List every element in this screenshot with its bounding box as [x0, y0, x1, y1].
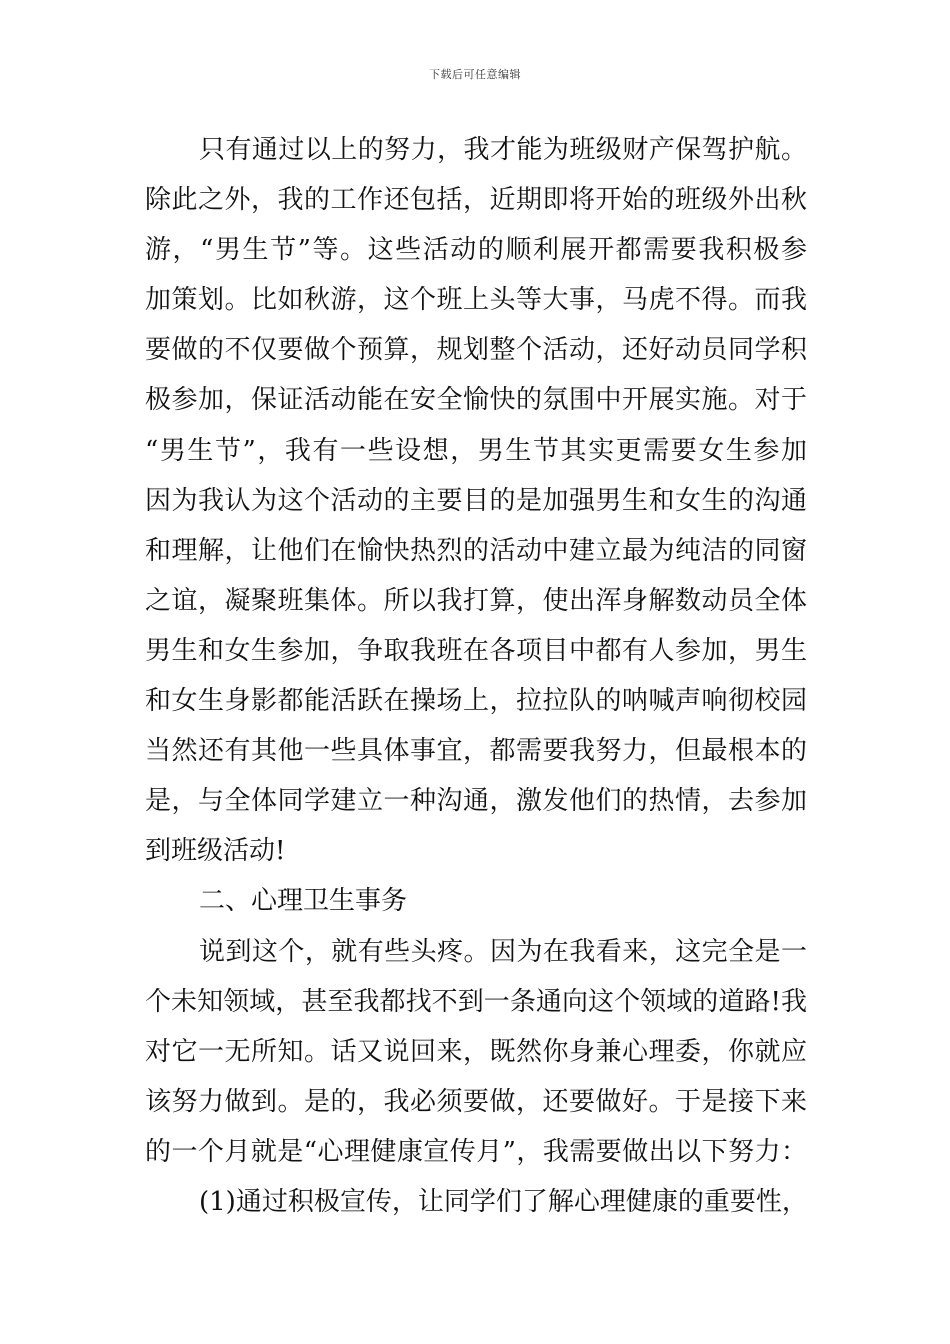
text-line: “男生节”，我有一些设想，男生节其实更需要女生参加	[145, 435, 807, 466]
text-line: 极参加，保证活动能在安全愉快的氛围中开展实施。对于	[145, 385, 807, 416]
text-line: 和理解，让他们在愉快热烈的活动中建立最为纯洁的同窗	[145, 535, 807, 566]
text-line: 加策划。比如秋游，这个班上头等大事，马虎不得。而我	[145, 285, 807, 316]
text-line: 除此之外，我的工作还包括，近期即将开始的班级外出秋	[145, 185, 807, 216]
text-line: 当然还有其他一些具体事宜，都需要我努力，但最根本的	[145, 736, 807, 767]
text-line: (1)通过积极宣传，让同学们了解心理健康的重要性，	[199, 1186, 808, 1217]
text-line: 对它一无所知。话又说回来，既然你身兼心理委，你就应	[145, 1036, 807, 1067]
text-line: 之谊，凝聚班集体。所以我打算，使出浑身解数动员全体	[145, 585, 807, 616]
text-line: 的一个月就是“心理健康宣传月”，我需要做出以下努力：	[145, 1136, 807, 1167]
text-line: 游，“男生节”等。这些活动的顺利展开都需要我积极参	[145, 235, 807, 266]
text-line: 到班级活动!	[145, 836, 286, 867]
text-line: 二、心理卫生事务	[199, 886, 408, 917]
body-text	[145, 125, 807, 1227]
page-header: 下载后可任意编辑	[429, 68, 521, 81]
text-line: 个未知领域，甚至我都找不到一条通向这个领域的道路!我	[145, 986, 807, 1017]
text-line: 是，与全体同学建立一种沟通，激发他们的热情，去参加	[145, 786, 807, 817]
text-line: 说到这个，就有些头疼。因为在我看来，这完全是一	[199, 936, 807, 967]
text-line: 只有通过以上的努力，我才能为班级财产保驾护航。	[199, 135, 807, 165]
text-line: 要做的不仅要做个预算，规划整个活动，还好动员同学积	[145, 335, 807, 366]
text-line: 该努力做到。是的，我必须要做，还要做好。于是接下来	[145, 1086, 807, 1117]
text-line: 因为我认为这个活动的主要目的是加强男生和女生的沟通	[145, 485, 807, 516]
text-line: 和女生身影都能活跃在操场上，拉拉队的呐喊声响彻校园	[145, 686, 807, 717]
text-line: 男生和女生参加，争取我班在各项目中都有人参加，男生	[145, 635, 807, 666]
